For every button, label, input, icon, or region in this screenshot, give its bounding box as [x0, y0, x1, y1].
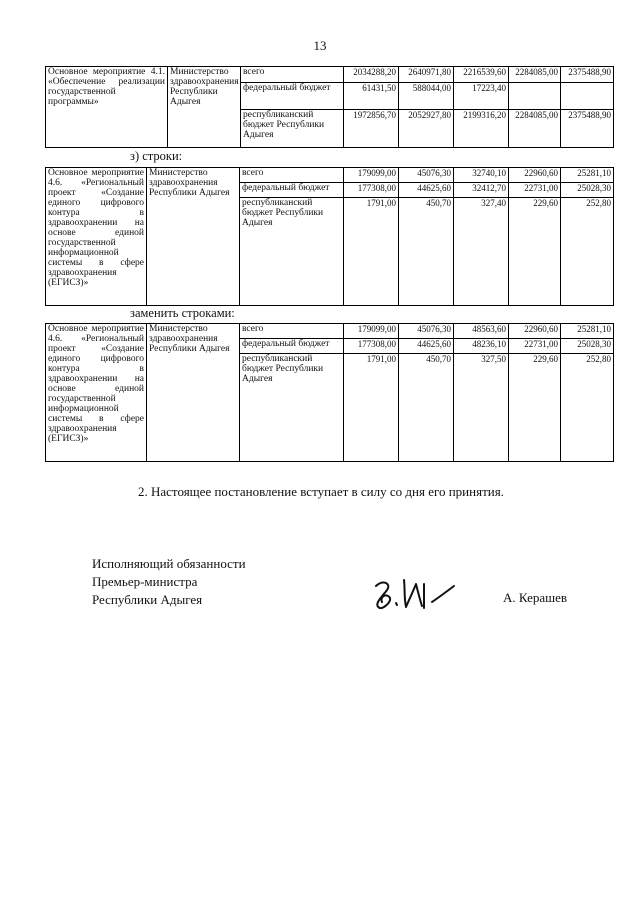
measure-cell: Основное мероприятие 4.1. «Обеспечение реализации государственной программы»	[46, 67, 168, 148]
signer-name: А. Керашев	[503, 590, 568, 605]
executor-cell: Министерство здравоохранения Республики Адыгея	[147, 168, 240, 306]
value-cell: 327,50	[454, 354, 509, 462]
value-cell: 45076,30	[399, 168, 454, 183]
value-cell: 32412,70	[454, 183, 509, 198]
page-number: 13	[313, 38, 327, 53]
value-cell: 252,80	[561, 354, 614, 462]
value-cell: 450,70	[399, 198, 454, 306]
measure-cell: Основное мероприятие 4.6. «Региональный проект «Создание единого цифрового контура в здравоохранении на основе единой государственной информационной системы в сфере здравоохранения (ЕГИСЗ)»	[46, 168, 147, 306]
heading-lines: з) строки:	[130, 149, 183, 163]
source-cell: федеральный бюджет	[240, 183, 344, 198]
value-cell: 22731,00	[509, 183, 561, 198]
value-cell: 229,60	[509, 198, 561, 306]
value-cell: 25281,10	[561, 168, 614, 183]
value-cell: 252,80	[561, 198, 614, 306]
value-cell: 179099,00	[344, 324, 399, 339]
value-cell: 588044,00	[399, 83, 454, 110]
signer-title	[92, 555, 246, 609]
value-cell: 177308,00	[344, 183, 399, 198]
value-cell: 48236,10	[454, 339, 509, 354]
value-cell: 450,70	[399, 354, 454, 462]
value-cell: 2216539,60	[454, 67, 509, 83]
value-cell: 22731,00	[509, 339, 561, 354]
value-cell: 1791,00	[344, 354, 399, 462]
value-cell: 179099,00	[344, 168, 399, 183]
value-cell: 2284085,00	[509, 67, 561, 83]
value-cell: 1972856,70	[344, 110, 399, 148]
executor-cell: Министерство здравоохранения Республики Адыгея	[147, 324, 240, 462]
value-cell: 229,60	[509, 354, 561, 462]
clause-2: 2. Настоящее постановление вступает в силу со дня его принятия.	[138, 484, 504, 499]
source-cell: республиканский бюджет Республики Адыгея	[241, 110, 344, 148]
value-cell: 25028,30	[561, 339, 614, 354]
value-cell: 22960,60	[509, 324, 561, 339]
source-cell: всего	[240, 168, 344, 183]
value-cell: 17223,40	[454, 83, 509, 110]
value-cell: 2199316,20	[454, 110, 509, 148]
source-cell: федеральный бюджет	[241, 83, 344, 110]
source-cell: федеральный бюджет	[240, 339, 344, 354]
value-cell: 2034288,20	[344, 67, 399, 83]
program-table-top	[45, 66, 614, 148]
source-cell: республиканский бюджет Республики Адыгея	[240, 354, 344, 462]
program-table-old	[45, 167, 614, 306]
source-cell: всего	[241, 67, 344, 83]
value-cell: 45076,30	[399, 324, 454, 339]
executor-cell: Министерство здравоохранения Республики Адыгея	[168, 67, 241, 148]
value-cell: 2284085,00	[509, 110, 561, 148]
value-cell: 61431,50	[344, 83, 399, 110]
value-cell: 2375488,90	[561, 110, 614, 148]
measure-cell: Основное мероприятие 4.6. «Региональный проект «Создание единого цифрового контура в здравоохранении на основе единой государственной информационной системы в сфере здравоохранения (ЕГИСЗ)»	[46, 324, 147, 462]
source-cell: всего	[240, 324, 344, 339]
value-cell: 327,40	[454, 198, 509, 306]
value-cell: 25281,10	[561, 324, 614, 339]
value-cell: 2052927,80	[399, 110, 454, 148]
value-cell: 44625,60	[399, 339, 454, 354]
signer-title-line: Исполняющий обязанности	[92, 556, 246, 571]
value-cell: 2640971,80	[399, 67, 454, 83]
value-cell: 177308,00	[344, 339, 399, 354]
value-cell	[561, 83, 614, 110]
heading-replace: заменить строками:	[130, 306, 235, 320]
source-cell: республиканский бюджет Республики Адыгея	[240, 198, 344, 306]
program-table-new	[45, 323, 614, 462]
handwritten-signature	[368, 572, 460, 614]
value-cell: 1791,00	[344, 198, 399, 306]
value-cell: 32740,10	[454, 168, 509, 183]
value-cell: 48563,60	[454, 324, 509, 339]
value-cell: 2375488,90	[561, 67, 614, 83]
signer-title-line: Премьер-министра	[92, 574, 198, 589]
signer-title-line: Республики Адыгея	[92, 592, 203, 607]
value-cell	[509, 83, 561, 110]
value-cell: 25028,30	[561, 183, 614, 198]
value-cell: 22960,60	[509, 168, 561, 183]
value-cell: 44625,60	[399, 183, 454, 198]
